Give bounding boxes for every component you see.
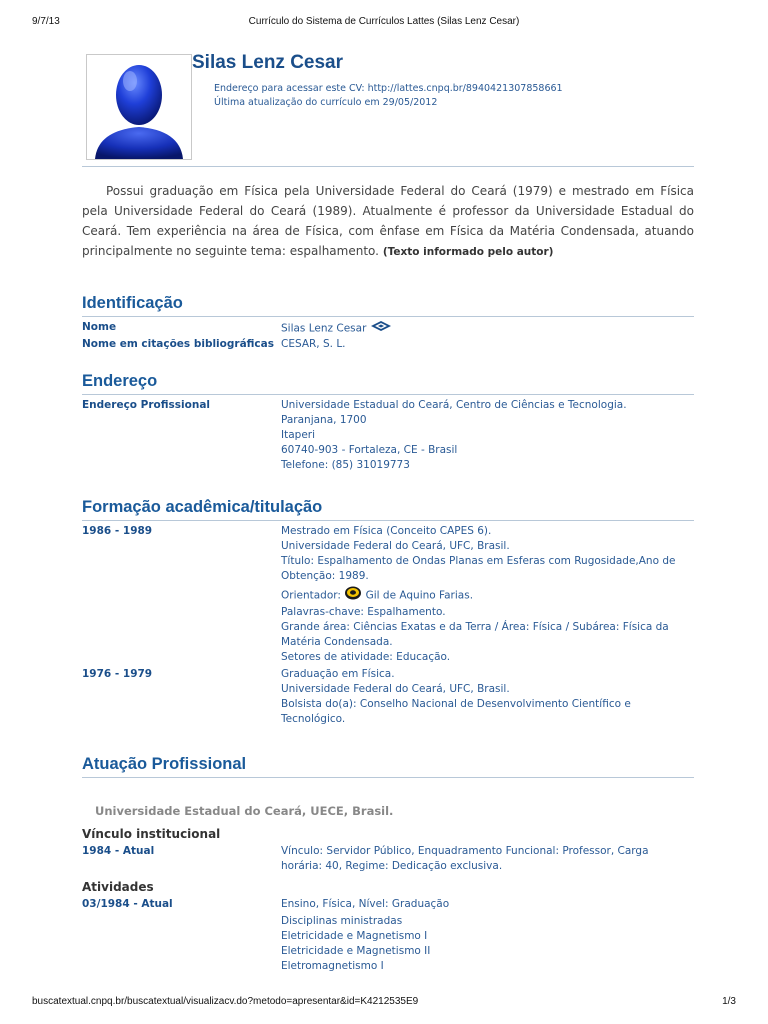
section-title-endereco: Endereço <box>82 372 694 395</box>
section-endereco <box>82 372 694 473</box>
row-endereco-profissional <box>82 398 694 473</box>
formacao-line: Graduação em Física. <box>281 668 395 680</box>
advisor-name: Gil de Aquino Farias. <box>365 589 474 602</box>
cv-page <box>82 50 694 974</box>
print-url: buscatextual.cnpq.br/buscatextual/visualizacv.do?metodo=apresentar&id=K4212535E9 <box>32 996 419 1007</box>
summary <box>82 181 694 262</box>
advisor-line <box>281 586 691 605</box>
formacao-item <box>82 667 694 727</box>
formacao-line: Bolsista do(a): Conselho Nacional de Desenvolvimento Científico e Tecnológico. <box>281 698 631 725</box>
address-line: 60740-903 - Fortaleza, CE - Brasil <box>281 444 458 456</box>
section-identificacao <box>82 294 694 352</box>
print-date: 9/7/13 <box>32 16 60 27</box>
profile-divider <box>82 166 694 167</box>
row-citacoes <box>82 337 694 352</box>
formacao-line: Palavras-chave: Espalhamento. <box>281 606 446 618</box>
avatar-silhouette-icon <box>87 55 191 159</box>
vinculo-title: Vínculo institucional <box>82 827 221 841</box>
formacao-line: Universidade Federal do Ceará, UFC, Brasil. <box>281 683 510 695</box>
label-nome: Nome <box>82 321 117 333</box>
formacao-line: Setores de atividade: Educação. <box>281 651 451 663</box>
value-endereco <box>281 398 691 473</box>
profile-header <box>82 50 694 166</box>
print-footer <box>32 996 736 1010</box>
section-atuacao <box>82 755 694 974</box>
disciplinas-line: Disciplinas ministradas <box>281 915 403 927</box>
vinculo-period: 1984 - Atual <box>82 845 155 857</box>
lattes-cv-icon[interactable] <box>344 586 362 605</box>
formacao-line: Mestrado em Física (Conceito CAPES 6). <box>281 525 492 537</box>
address-line: Telefone: (85) 31019773 <box>281 459 410 471</box>
print-title: Currículo do Sistema de Currículos Lattes (Silas Lenz Cesar) <box>248 16 520 27</box>
section-title-formacao: Formação acadêmica/titulação <box>82 498 694 521</box>
atividades-head: Ensino, Física, Nível: Graduação <box>281 898 450 910</box>
formacao-period: 1986 - 1989 <box>82 525 153 537</box>
summary-note: (Texto informado pelo autor) <box>382 246 554 258</box>
section-title-identificacao: Identificação <box>82 294 694 317</box>
advisor-label: Orientador: <box>281 589 341 602</box>
formacao-item <box>82 524 694 665</box>
profile-name: Silas Lenz Cesar <box>192 52 344 73</box>
row-nome <box>82 320 694 337</box>
section-formacao <box>82 498 694 727</box>
address-line: Itaperi <box>281 429 316 441</box>
disciplinas-line: Eletricidade e Magnetismo II <box>281 945 431 957</box>
disciplinas-line: Eletromagnetismo I <box>281 960 384 972</box>
formacao-line: Universidade Federal do Ceará, UFC, Brasil. <box>281 540 510 552</box>
profile-meta <box>214 82 563 110</box>
atividades-title: Atividades <box>82 880 154 894</box>
formacao-line: Título: Espalhamento de Ondas Planas em Esferas com Rugosidade,Ano de Obtenção: 1989. <box>281 555 676 582</box>
certified-icon <box>370 320 392 337</box>
vinculo-row <box>82 844 694 874</box>
address-line: Paranjana, 1700 <box>281 414 367 426</box>
formacao-period: 1976 - 1979 <box>82 668 153 680</box>
value-nome: Silas Lenz Cesar <box>281 322 367 335</box>
formacao-line: Grande área: Ciências Exatas e da Terra / Área: Física / Subárea: Física da Matéria Condensada. <box>281 621 669 648</box>
institution-name: Universidade Estadual do Ceará, UECE, Brasil. <box>95 804 394 818</box>
cv-address-link[interactable]: Endereço para acessar este CV: http://lattes.cnpq.br/8940421307858661 <box>214 83 563 94</box>
section-title-atuacao: Atuação Profissional <box>82 755 694 778</box>
print-header <box>32 16 736 30</box>
address-line: Universidade Estadual do Ceará, Centro de Ciências e Tecnologia. <box>281 399 627 411</box>
summary-text: Possui graduação em Física pela Universidade Federal do Ceará (1979) e mestrado em Física pela Universidade Federal do Ceará (1989). Atualmente é professor da Universidade Estadual do Ceará. Tem experiência na área de Física, com ênfase em Física da Matéria Condensada, atuando principalmente no seguinte tema: espalhamento. <box>82 184 694 258</box>
avatar <box>86 54 192 160</box>
vinculo-text: Vínculo: Servidor Público, Enquadramento Funcional: Professor, Carga horária: 40, Regime: Dedicação exclusiva. <box>281 845 649 872</box>
disciplinas-line: Eletricidade e Magnetismo I <box>281 930 428 942</box>
value-citacoes: CESAR, S. L. <box>281 338 346 350</box>
label-citacoes: Nome em citações bibliográficas <box>82 338 274 350</box>
last-update: Última atualização do currículo em 29/05/2012 <box>214 97 438 108</box>
print-page-number: 1/3 <box>722 996 736 1007</box>
label-endereco-profissional: Endereço Profissional <box>82 399 211 411</box>
atividades-row <box>82 897 694 974</box>
atividades-period: 03/1984 - Atual <box>82 898 173 910</box>
